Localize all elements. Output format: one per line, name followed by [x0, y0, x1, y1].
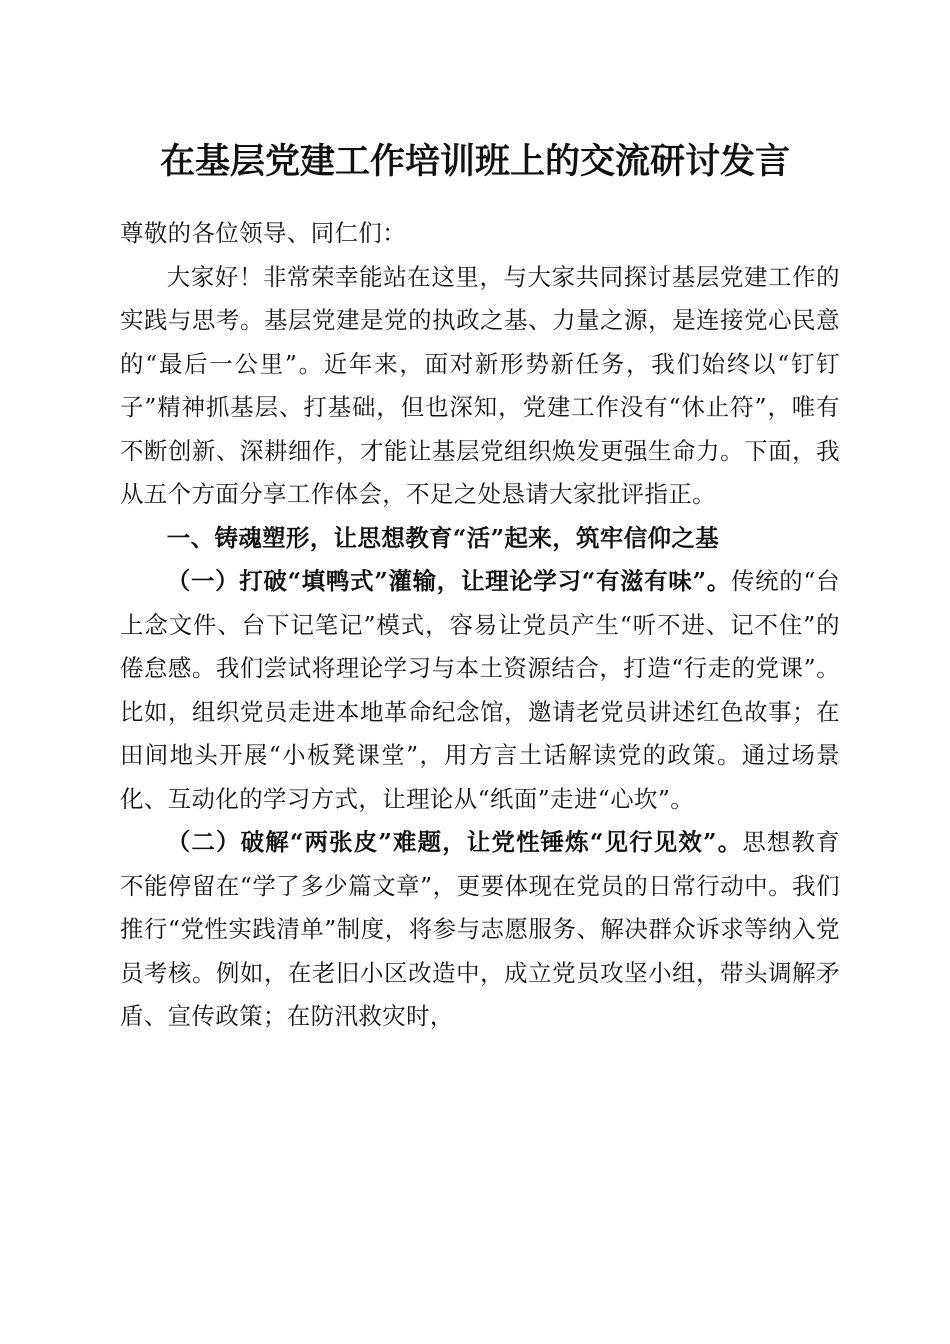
document-body — [120, 212, 840, 1039]
section1-item2-paragraph — [120, 821, 840, 1039]
section1-item2-body: 思想教育不能停留在“学了多少篇文章”，更要体现在党员的日常行动中。我们推行“党性实践清单”制度，将参与志愿服务、解决群众诉求等纳入党员考核。例如，在老旧小区改造中，成立党员攻坚小组，带头调解矛盾、宣传政策；在防汛救灾时， — [120, 828, 840, 1030]
section1-item1-paragraph — [120, 560, 840, 821]
section1-item1-body: 传统的“台上念文件、台下记笔记”模式，容易让党员产生“听不进、记不住”的倦怠感。我们尝试将理论学习与本土资源结合，打造“行走的党课”。比如，组织党员走进本地革命纪念馆，邀请老党员讲述红色故事；在田间地头开展“小板凳课堂”，用方言土话解读党的政策。通过场景化、互动化的学习方式，让理论从“纸面”走进“心坎”。 — [120, 567, 840, 813]
salutation: 尊敬的各位领导、同仁们： — [120, 219, 407, 247]
section1-item1-subheading: （一）打破“填鸭式”灌输，让理论学习“有滋有味”。 — [166, 567, 731, 595]
section-heading-1: 一、铸魂塑形，让思想教育“活”起来，筑牢信仰之基 — [166, 523, 720, 552]
intro-paragraph: 大家好！非常荣幸能站在这里，与大家共同探讨基层党建工作的实践与思考。基层党建是党的执政之基、力量之源，是连接党心民意的“最后一公里”。近年来，面对新形势新任务，我们始终以“钉钉子”精神抓基层、打基础，但也深知，党建工作没有“休止符”，唯有不断创新、深耕细作，才能让基层党组织焕发更强生命力。下面，我从五个方面分享工作体会，不足之处恳请大家批评指正。 — [120, 262, 840, 508]
section1-item2-subheading: （二）破解“两张皮”难题，让党性锤炼“见行见效”。 — [166, 828, 743, 856]
document-title: 在基层党建工作培训班上的交流研讨发言 — [159, 141, 790, 182]
